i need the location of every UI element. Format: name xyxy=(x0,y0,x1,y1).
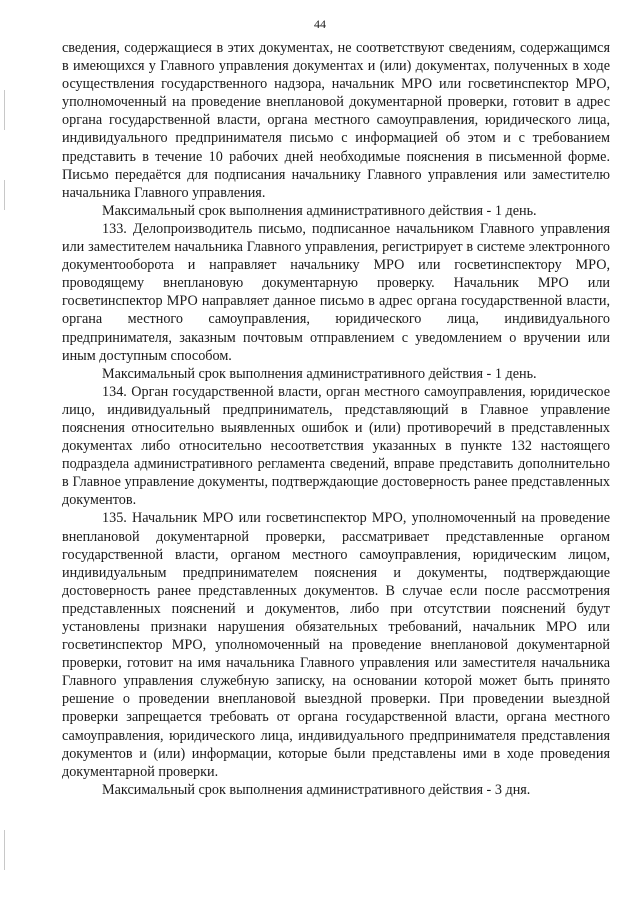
scan-edge-mark xyxy=(4,830,5,870)
paragraph-continuation: сведения, содержащиеся в этих документах, не соответствуют сведениям, содержащимся в имеющихся у Главного управления документах и (или) документах, полученных в ходе осуществления государственного надзора, начальник МРО или госветинспектор МРО, уполномоченный на проведение внеплановой документарной проверки, готовит в адрес органа государственной власти, органа местного самоуправления, юридического лица, индивидуального предпринимателя письмо с информацией об этом и с требованием представить в течение 10 рабочих дней необходимые пояснения в письменной форме. Письмо передаётся для подписания начальнику Главного управления или заместителю начальника Главного управления. xyxy=(62,40,610,201)
paragraph-deadline: Максимальный срок выполнения административного действия - 1 день. xyxy=(102,202,537,219)
scan-edge-mark xyxy=(4,180,5,210)
scan-edge-mark xyxy=(4,90,5,130)
paragraph-deadline: Максимальный срок выполнения административного действия - 1 день. xyxy=(102,365,537,382)
paragraph-134: 134. Орган государственной власти, орган местного самоуправления, юридическое лицо, индивидуальный предприниматель, представляющий в Главное управление пояснения относительно выявленных ошибок и (или) противоречий в представленных документах либо относительно несоответствия указанных в пункте 132 настоящего подраздела административного регламента сведений, вправе представить дополнительно в Главное управление документы, подтверждающие достоверность ранее представленных документов. xyxy=(62,383,610,509)
paragraph-135: 135. Начальник МРО или госветинспектор МРО, уполномоченный на проведение внеплановой документарной проверки, рассматривает представленные органом государственной власти, органом местного самоуправления, юридическим лицом, индивидуальным предпринимателем пояснения и документы, подтверждающие достоверность ранее представленных документов. В случае если после рассмотрения представленных пояснений и документов, либо при отсутствии пояснений будут установлены признаки нарушения обязательных требований, начальник МРО или госветинспектор МРО, уполномоченный на проведение внеплановой документарной проверки, готовит на имя начальника Главного управления или заместителя начальника Главного управления служебную записку, на основании которой может быть принято решение о проведении внеплановой выездной проверки. При проведении выездной проверки запрещается требовать от органа государственной власти, органа местного самоуправления, юридического лица, индивидуального предпринимателя представления документов и (или) информации, которые были представлены ими в ходе проведения документарной проверки. xyxy=(62,510,610,780)
paragraph-133: 133. Делопроизводитель письмо, подписанное начальником Главного управления или заместителем начальника Главного управления, регистрирует в системе электронного документооборота и направляет начальнику МРО или госветинспектору МРО, проводящему внеплановую документарную проверку. Начальник МРО или госветинспектор МРО направляет данное письмо в адрес органа государственной власти, органа местного самоуправления, юридического лица, индивидуального предпринимателя, заказным почтовым отправлением с уведомлением о вручении или иным доступным способом. xyxy=(62,220,610,364)
document-body xyxy=(62,39,610,799)
paragraph-deadline: Максимальный срок выполнения административного действия - 3 дня. xyxy=(102,781,531,798)
page-number: 44 xyxy=(314,17,326,31)
